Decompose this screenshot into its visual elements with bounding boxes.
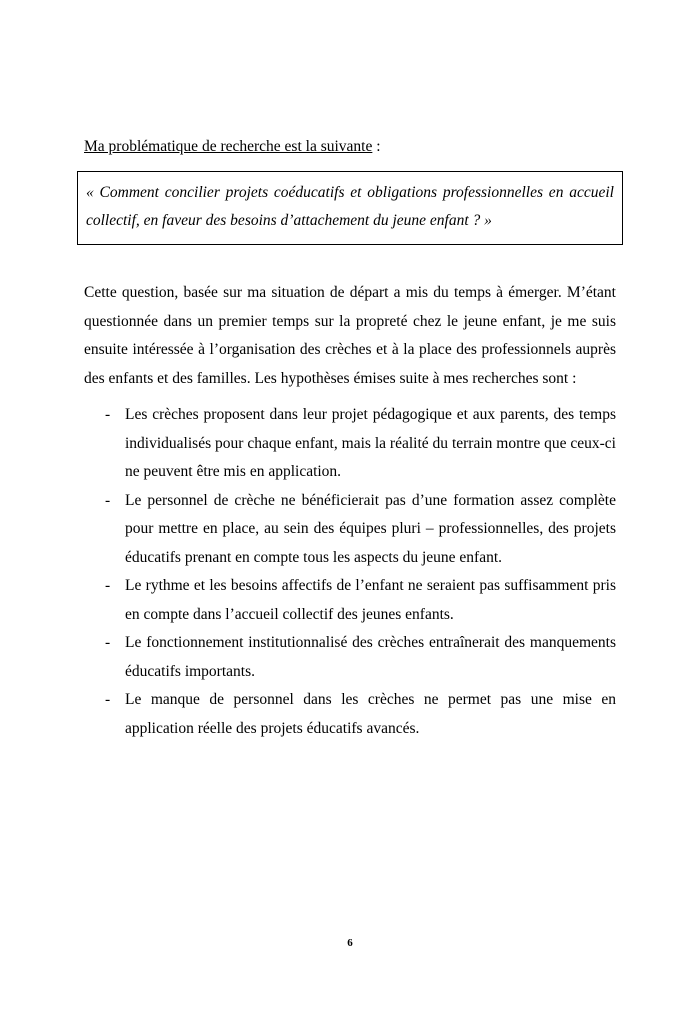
dash-marker: - (105, 691, 111, 708)
quote-text: « Comment concilier projets coéducatifs et obligations professionnelles en accueil collectif, en faveur des besoins d’attachement du jeune enfant ? » (86, 184, 614, 229)
list-item (84, 572, 616, 629)
dash-marker: - (105, 406, 111, 423)
list-item-text: Les crèches proposent dans leur projet pédagogique et aux parents, des temps individualisés pour chaque enfant, mais la réalité du terrain montre que ceux-ci ne peuvent être mis en application. (125, 406, 616, 480)
list-item-text: Le personnel de crèche ne bénéficierait pas d’une formation assez complète pour mettre en place, au sein des équipes pluri – professionnelles, des projets éducatifs prenant en compte tous les aspects du jeune enfant. (125, 491, 616, 566)
section-heading (84, 136, 616, 158)
page-footer (0, 933, 700, 951)
quote-box (77, 171, 623, 245)
list-item-text: Le manque de personnel dans les crèches ne permet pas une mise en application réelle des projets éducatifs avancés. (125, 691, 616, 737)
list-item (84, 401, 616, 487)
list-item (84, 487, 616, 573)
list-item (84, 686, 616, 743)
list-item-text: Le rythme et les besoins affectifs de l’enfant ne seraient pas suffisamment pris en compte dans l’accueil collectif des jeunes enfants. (125, 577, 616, 623)
dash-marker: - (105, 491, 111, 509)
list-item (84, 629, 616, 686)
heading-colon: : (372, 138, 381, 155)
dash-marker: - (105, 577, 111, 594)
intro-paragraph: Cette question, basée sur ma situation de départ a mis du temps à émerger. M’étant questionnée dans un premier temps sur la propreté chez le jeune enfant, je me suis ensuite intéressée à l’organisation des crèches et à la place des professionnels auprès des enfants et des familles. Les hypothèses émises suite à mes recherches sont : (84, 284, 616, 387)
list-item-text: Le fonctionnement institutionnalisé des crèches entraînerait des manquements éducatifs importants. (125, 634, 616, 680)
heading-text: Ma problématique de recherche est la suivante (84, 138, 373, 155)
dash-marker: - (105, 634, 111, 651)
page-number: 6 (347, 937, 353, 949)
hypotheses-list (84, 401, 616, 743)
page-content (84, 136, 616, 743)
